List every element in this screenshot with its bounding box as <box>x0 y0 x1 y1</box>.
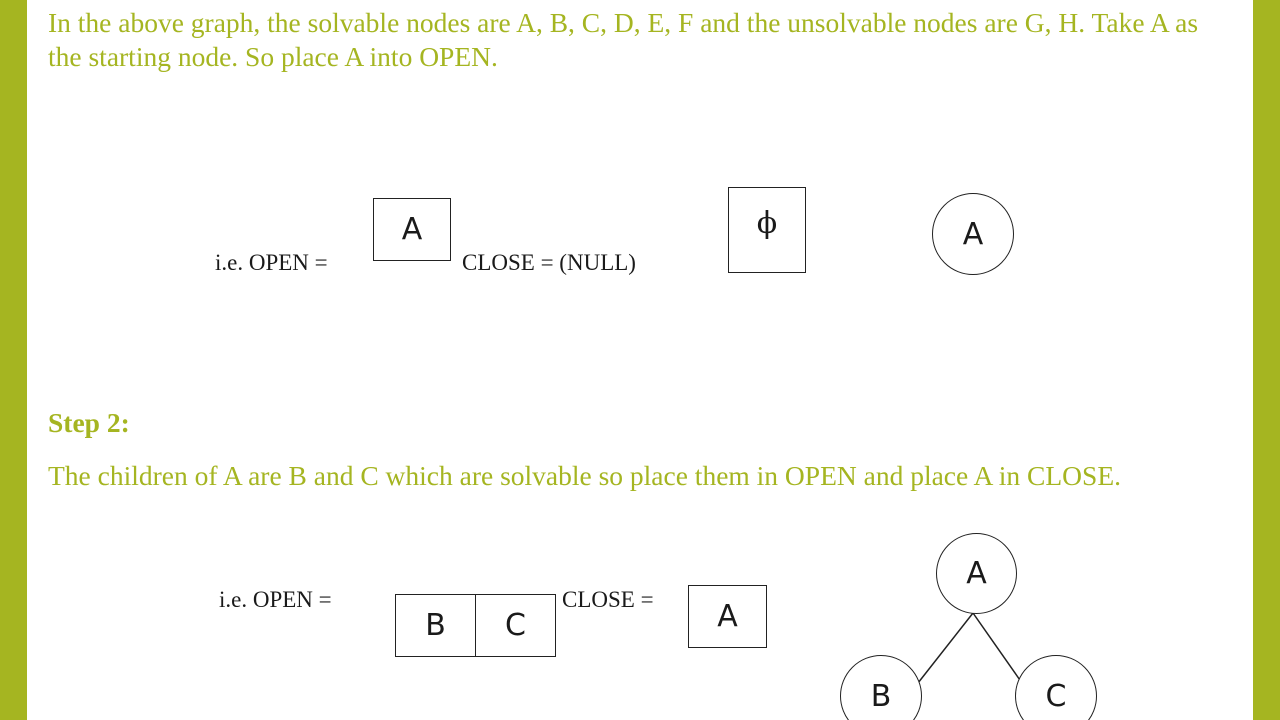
open-item: A <box>401 212 423 247</box>
tree-node-label: A <box>966 556 987 591</box>
tree-edge <box>918 613 973 683</box>
tree-edges <box>27 0 1253 720</box>
tree-node-label: A <box>962 216 984 252</box>
open-label: i.e. OPEN = <box>219 587 332 612</box>
open-label: i.e. OPEN = <box>215 250 328 275</box>
step-paragraph: The children of A are B and C which are solvable so place them in OPEN and place A in CLOSE. <box>48 460 1122 491</box>
open-item: B <box>425 608 446 643</box>
tree-node <box>936 533 1017 614</box>
intro-paragraph: In the above graph, the solvable nodes are A, B, C, D, E, F and the unsolvable nodes are G, H. Take A as the starting node. So place A into OPEN. <box>48 7 1199 72</box>
close-label: CLOSE = (NULL) <box>462 250 636 275</box>
document-page <box>27 0 1253 720</box>
tree-node-label: C <box>1045 678 1067 714</box>
close-label: CLOSE = <box>562 587 654 612</box>
tree-node-label: B <box>870 678 892 714</box>
open-item: C <box>475 595 555 656</box>
empty-set-symbol: ϕ <box>756 206 778 241</box>
step-heading: Step 2: <box>48 407 130 438</box>
tree-edge <box>973 613 1022 683</box>
close-item: A <box>717 599 738 634</box>
